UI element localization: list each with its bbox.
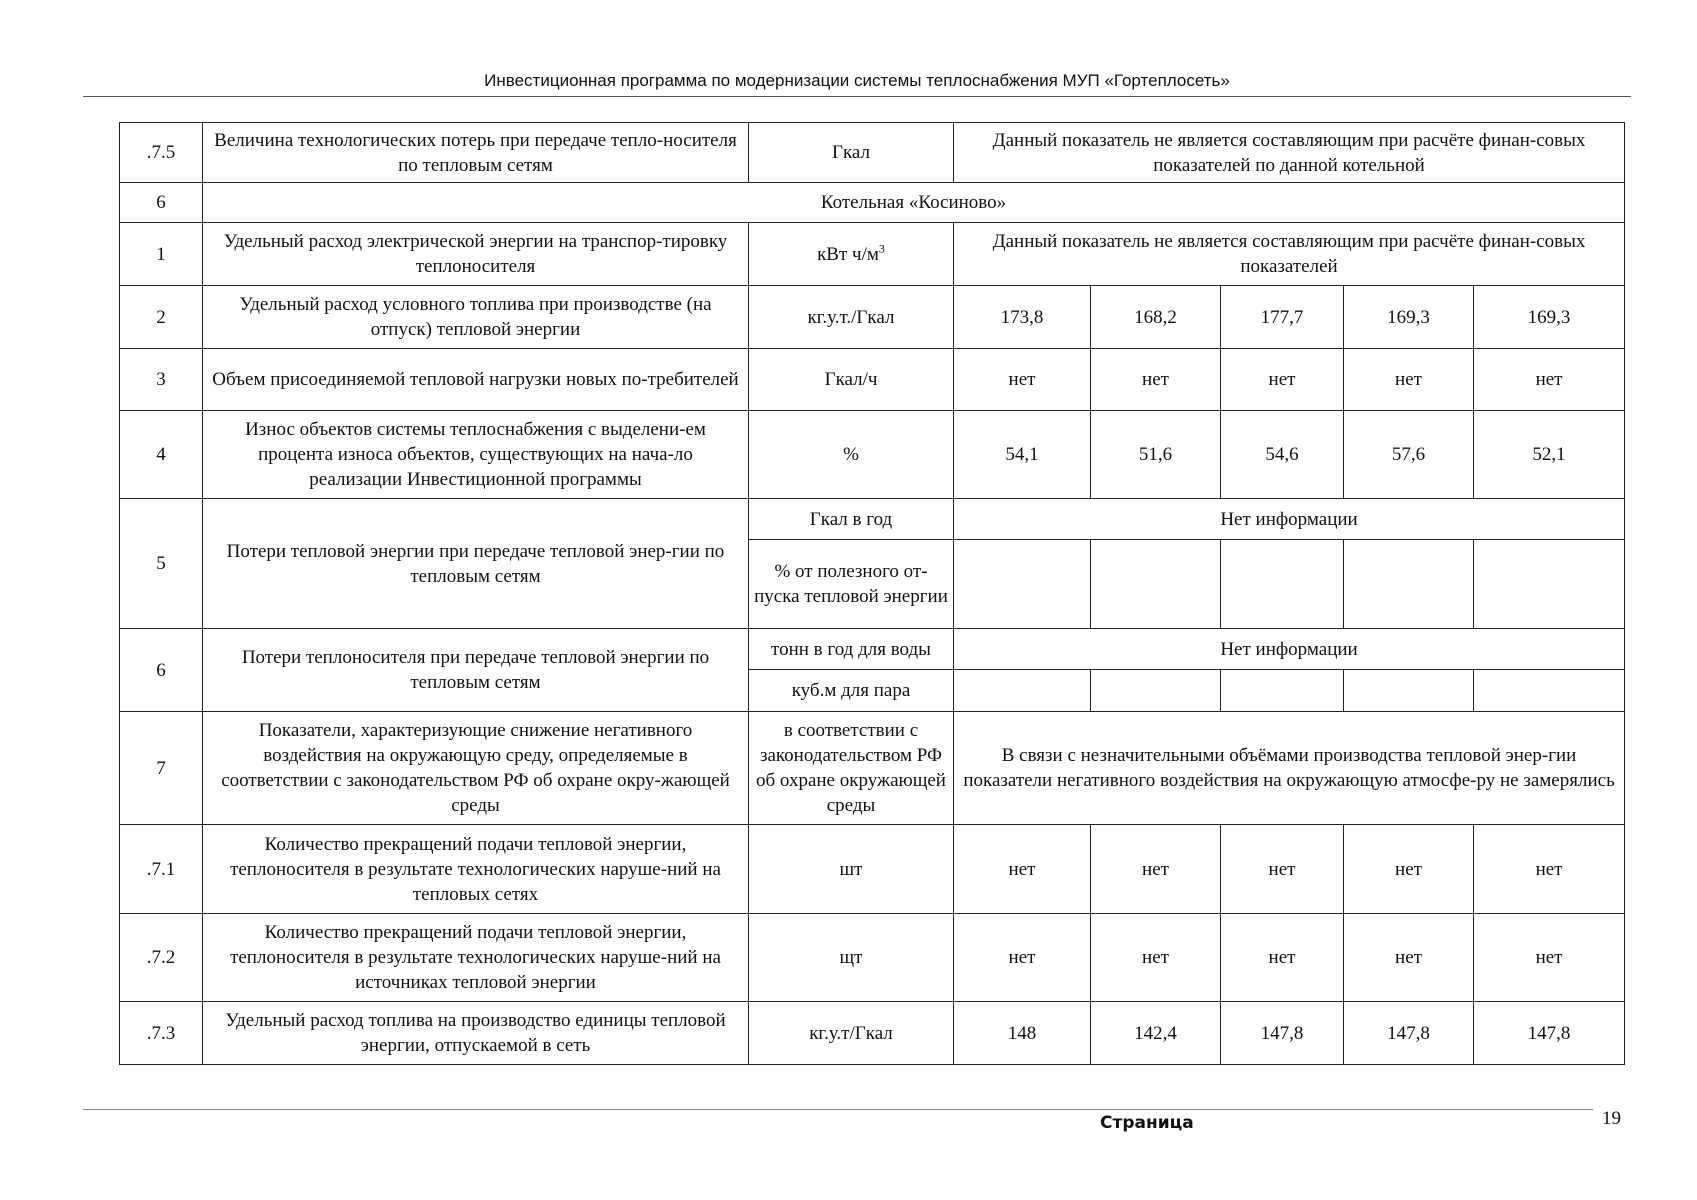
value-cell: 169,3: [1344, 286, 1474, 349]
row-description: Потери тепловой энергии при передаче тепловой энер-гии по тепловым сетям: [203, 499, 749, 629]
footer-rule: [83, 1109, 1593, 1110]
row-note: В связи с незначительными объёмами производства тепловой энер-гии показатели негативного воздействия на окружающую атмосфе-ру не замерялись: [954, 712, 1625, 825]
value-cell: нет: [1474, 825, 1625, 914]
value-cell: 147,8: [1221, 1002, 1344, 1065]
value-cell: 54,6: [1221, 411, 1344, 499]
indicators-table: [119, 122, 1625, 1065]
row-number: 5: [120, 499, 203, 629]
row-note: Нет информации: [954, 499, 1625, 540]
row-number: .7.1: [120, 825, 203, 914]
value-cell: нет: [1091, 349, 1221, 411]
value-cell: 168,2: [1091, 286, 1221, 349]
table-row: [120, 712, 1625, 825]
value-cell: нет: [954, 825, 1091, 914]
row-number: 3: [120, 349, 203, 411]
value-cell: 51,6: [1091, 411, 1221, 499]
row-unit: кг.у.т./Гкал: [749, 286, 954, 349]
row-description: Удельный расход условного топлива при производстве (на отпуск) тепловой энергии: [203, 286, 749, 349]
row-unit: Гкал в год: [749, 499, 954, 540]
row-number: .7.3: [120, 1002, 203, 1065]
row-unit: кг.у.т/Гкал: [749, 1002, 954, 1065]
row-description: Величина технологических потерь при передаче тепло-носителя по тепловым сетям: [203, 123, 749, 183]
value-cell: нет: [1091, 825, 1221, 914]
value-cell: 173,8: [954, 286, 1091, 349]
row-description: Показатели, характеризующие снижение негативного воздействия на окружающую среду, определяемые в соответствии с законодательством РФ об охране окру-жающей среды: [203, 712, 749, 825]
row-description: Потери теплоносителя при передаче тепловой энергии по тепловым сетям: [203, 629, 749, 712]
empty-cell: [954, 540, 1091, 629]
row-unit: [749, 223, 954, 286]
row-number: .7.5: [120, 123, 203, 183]
row-number: 7: [120, 712, 203, 825]
value-cell: 142,4: [1091, 1002, 1221, 1065]
row-unit: куб.м для пара: [749, 670, 954, 712]
value-cell: нет: [954, 349, 1091, 411]
value-cell: 147,8: [1344, 1002, 1474, 1065]
value-cell: 169,3: [1474, 286, 1625, 349]
empty-cell: [1221, 670, 1344, 712]
row-description: Количество прекращений подачи тепловой энергии, теплоносителя в результате технологических наруше-ний на тепловых сетях: [203, 825, 749, 914]
value-cell: 57,6: [1344, 411, 1474, 499]
footer-page-label: Страница: [1100, 1113, 1194, 1133]
value-cell: нет: [1344, 825, 1474, 914]
table-row: [120, 286, 1625, 349]
row-note: Нет информации: [954, 629, 1625, 670]
table-row: [120, 499, 1625, 540]
row-unit: % от полезного от-пуска тепловой энергии: [749, 540, 954, 629]
row-number: .7.2: [120, 914, 203, 1002]
row-unit: %: [749, 411, 954, 499]
row-description: Удельный расход электрической энергии на транспор-тировку теплоносителя: [203, 223, 749, 286]
row-description: Удельный расход топлива на производство единицы тепловой энергии, отпускаемой в сеть: [203, 1002, 749, 1065]
empty-cell: [1474, 670, 1625, 712]
unit-text: кВт ч/м: [817, 243, 879, 265]
value-cell: нет: [1221, 914, 1344, 1002]
page-header: Инвестиционная программа по модернизации системы теплоснабжения МУП «Гортеплосеть»: [484, 71, 1230, 90]
empty-cell: [1091, 540, 1221, 629]
value-cell: нет: [1344, 349, 1474, 411]
empty-cell: [1221, 540, 1344, 629]
row-number: 6: [120, 629, 203, 712]
value-cell: 147,8: [1474, 1002, 1625, 1065]
row-unit: тонн в год для воды: [749, 629, 954, 670]
value-cell: нет: [1221, 825, 1344, 914]
value-cell: 177,7: [1221, 286, 1344, 349]
row-description: Объем присоединяемой тепловой нагрузки новых по-требителей: [203, 349, 749, 411]
table-row: [120, 223, 1625, 286]
value-cell: нет: [1091, 914, 1221, 1002]
unit-superscript: 3: [878, 241, 885, 256]
value-cell: нет: [1474, 349, 1625, 411]
empty-cell: [1091, 670, 1221, 712]
row-number: 4: [120, 411, 203, 499]
value-cell: 52,1: [1474, 411, 1625, 499]
empty-cell: [1344, 540, 1474, 629]
row-note: Данный показатель не является составляющим при расчёте финан-совых показателей по данной котельной: [954, 123, 1625, 183]
header-rule: [83, 96, 1631, 97]
row-unit: Гкал/ч: [749, 349, 954, 411]
empty-cell: [1344, 670, 1474, 712]
row-unit: Гкал: [749, 123, 954, 183]
value-cell: 54,1: [954, 411, 1091, 499]
row-number: 2: [120, 286, 203, 349]
page-number: 19: [1602, 1108, 1621, 1129]
section-title: Котельная «Косиново»: [203, 183, 1625, 223]
row-unit: в соответствии с законодательством РФ об охране окружающей среды: [749, 712, 954, 825]
row-unit: щт: [749, 914, 954, 1002]
table-row: [120, 629, 1625, 670]
table-row: [120, 914, 1625, 1002]
row-description: Количество прекращений подачи тепловой энергии, теплоносителя в результате технологических наруше-ний на источниках тепловой энергии: [203, 914, 749, 1002]
value-cell: 148: [954, 1002, 1091, 1065]
row-unit: шт: [749, 825, 954, 914]
value-cell: нет: [1344, 914, 1474, 1002]
row-number: 1: [120, 223, 203, 286]
section-row: [120, 183, 1625, 223]
empty-cell: [1474, 540, 1625, 629]
table-row: [120, 123, 1625, 183]
table-row: [120, 349, 1625, 411]
value-cell: нет: [1474, 914, 1625, 1002]
table-row: [120, 1002, 1625, 1065]
row-note: Данный показатель не является составляющим при расчёте финан-совых показателей: [954, 223, 1625, 286]
row-number: 6: [120, 183, 203, 223]
table-row: [120, 825, 1625, 914]
value-cell: нет: [954, 914, 1091, 1002]
row-description: Износ объектов системы теплоснабжения с выделени-ем процента износа объектов, существующих на нача-ло реализации Инвестиционной программы: [203, 411, 749, 499]
table-row: [120, 411, 1625, 499]
value-cell: нет: [1221, 349, 1344, 411]
empty-cell: [954, 670, 1091, 712]
